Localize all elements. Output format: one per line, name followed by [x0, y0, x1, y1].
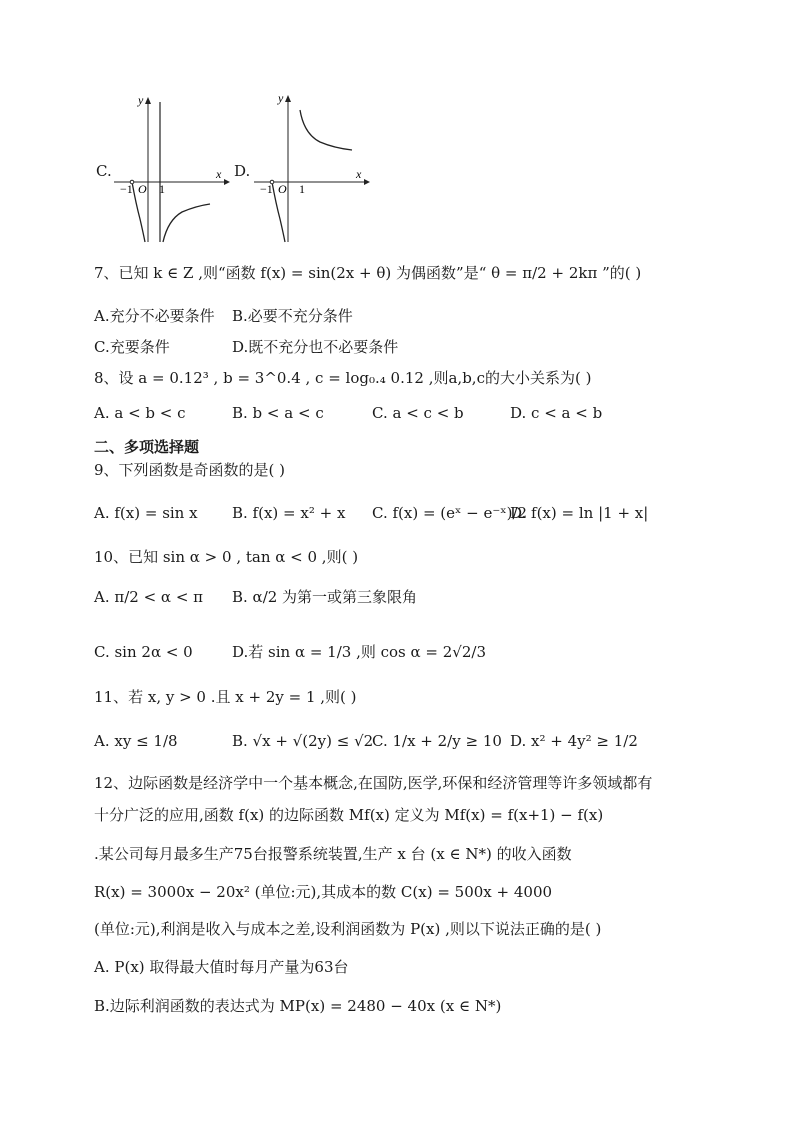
question-12-option-b: B.边际利润函数的表达式为 MP(x) = 2480 − 40x (x ∈ N*) — [94, 997, 502, 1015]
question-8-option-d: D. c < a < b — [510, 404, 603, 422]
question-7-option-a: A.充分不必要条件 — [94, 307, 215, 325]
section-title: 二、多项选择题 — [94, 438, 200, 456]
question-11-stem: 11、若 x, y > 0 .且 x + 2y = 1 ,则( ) — [94, 688, 357, 706]
curve-right-branch — [163, 204, 210, 242]
question-10-option-a: A. π/2 < α < π — [94, 588, 204, 606]
question-11-option-c: C. 1/x + 2/y ≥ 10 — [372, 732, 502, 750]
question-9-option-c: C. f(x) = (eˣ − e⁻ˣ)/2 — [372, 504, 528, 522]
question-7-option-c: C.充要条件 — [94, 338, 170, 356]
option-d-label: D. — [234, 162, 251, 180]
question-8-option-b: B. b < a < c — [232, 404, 324, 422]
question-10-option-c: C. sin 2α < 0 — [94, 643, 193, 661]
question-12-line-4: R(x) = 3000x − 20x² (单位:元),其成本的数 C(x) = 500x + 4000 — [94, 883, 553, 901]
y-axis-label: y — [278, 94, 284, 105]
tick-label-neg-one: −1 — [120, 182, 133, 196]
question-8-stem: 8、设 a = 0.12³ , b = 3^0.4 , c = log₀.₄ 0.12 ,则a,b,c的大小关系为( ) — [94, 369, 592, 387]
x-axis-label: x — [356, 167, 362, 181]
question-12-line-2: 十分广泛的应用,函数 f(x) 的边际函数 Mf(x) 定义为 Mf(x) = f(x+1) − f(x) — [94, 806, 604, 824]
tick-label-one: 1 — [299, 182, 305, 196]
question-8-option-c: C. a < c < b — [372, 404, 464, 422]
question-11-option-a: A. xy ≤ 1/8 — [94, 732, 178, 750]
question-11-option-b: B. √x + √(2y) ≤ √2 — [232, 732, 374, 750]
y-axis-arrow-icon — [145, 97, 151, 104]
question-11-option-d: D. x² + 4y² ≥ 1/2 — [510, 732, 638, 750]
question-12-line-3: .某公司每月最多生产75台报警系统装置,生产 x 台 (x ∈ N*) 的收入函数 — [94, 845, 572, 863]
question-9-option-d: D. f(x) = ln |1 + x| — [510, 504, 649, 522]
origin-label: O — [278, 182, 287, 196]
x-axis-label: x — [216, 167, 222, 181]
question-8-option-a: A. a < b < c — [94, 404, 186, 422]
graph-option-c — [112, 94, 232, 244]
curve-right-branch — [300, 110, 352, 150]
question-10-option-b: B. α/2 为第一或第三象限角 — [232, 588, 418, 606]
question-9-option-a: A. f(x) = sin x — [94, 504, 198, 522]
question-12-line-1: 12、边际函数是经济学中一个基本概念,在国防,医学,环保和经济管理等许多领域都有 — [94, 774, 653, 792]
x-axis-arrow-icon — [224, 179, 230, 185]
question-7-option-b: B.必要不充分条件 — [232, 307, 353, 325]
origin-label: O — [138, 182, 147, 196]
graph-option-d — [252, 94, 372, 244]
tick-label-one: 1 — [159, 182, 165, 196]
question-12-line-5: (单位:元),利润是收入与成本之差,设利润函数为 P(x) ,则以下说法正确的是( ) — [94, 920, 602, 938]
question-7-option-d: D.既不充分也不必要条件 — [232, 338, 399, 356]
y-axis-label: y — [138, 94, 144, 107]
tick-label-neg-one: −1 — [260, 182, 273, 196]
question-9-option-b: B. f(x) = x² + x — [232, 504, 346, 522]
question-10-option-d: D.若 sin α = 1/3 ,则 cos α = 2√2/3 — [232, 643, 487, 661]
y-axis-arrow-icon — [285, 95, 291, 102]
x-axis-arrow-icon — [364, 179, 370, 185]
option-c-label: C. — [96, 162, 112, 180]
question-9-stem: 9、下列函数是奇函数的是( ) — [94, 461, 286, 479]
question-12-option-a: A. P(x) 取得最大值时每月产量为63台 — [94, 958, 349, 976]
question-7-stem: 7、已知 k ∈ Z ,则“函数 f(x) = sin(2x + θ) 为偶函数”是“ θ = π/2 + 2kπ ”的( ) — [94, 264, 642, 282]
question-10-stem: 10、已知 sin α > 0 , tan α < 0 ,则( ) — [94, 548, 359, 566]
